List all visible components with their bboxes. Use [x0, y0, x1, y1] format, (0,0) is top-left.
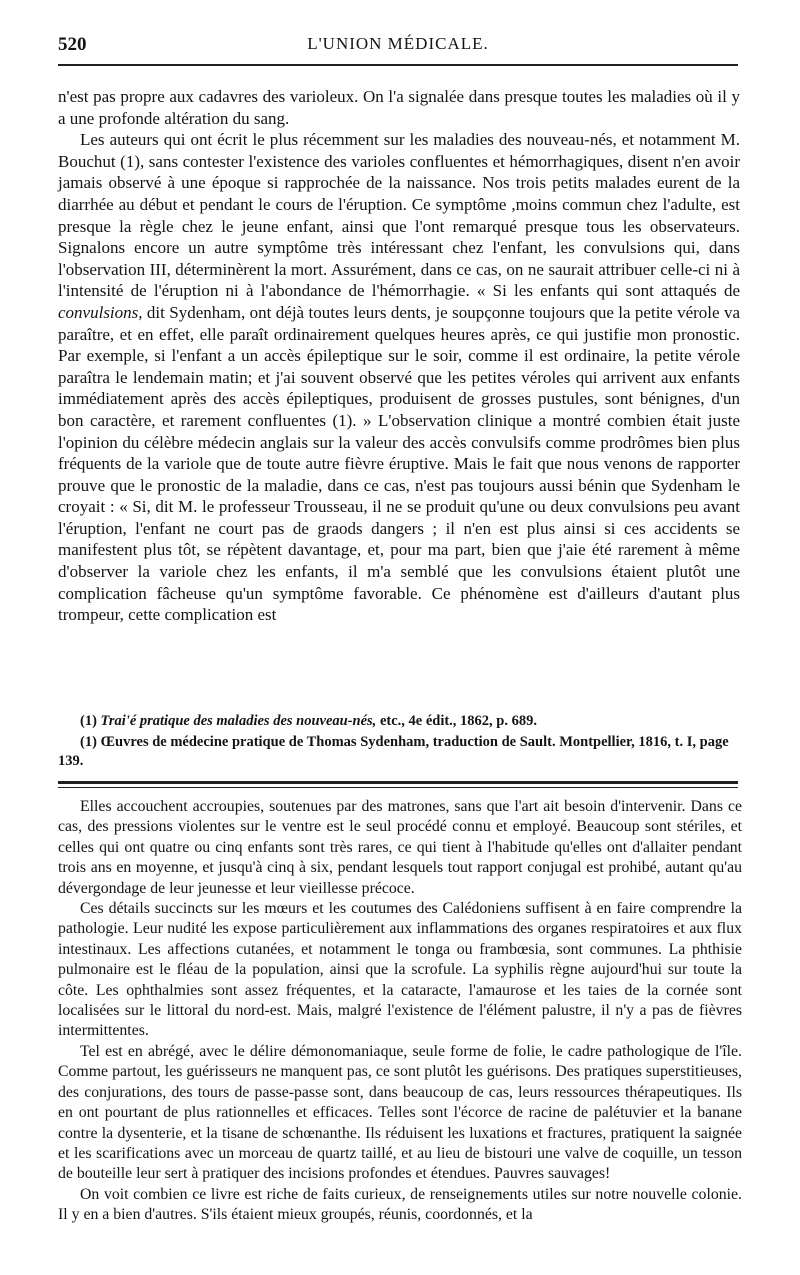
main-article	[58, 86, 740, 626]
main-paragraph-2-start: Les auteurs qui ont écrit le plus récemment sur les maladies des nouveau-nés, et notamment M. Bouchut (1), sans contester l'existence des varioles confluentes et hémorrhagiques, disent n'en avoir jamais observé à une époque si rapprochée de la naissance. Nos trois petits malades eurent de la diarrhée au début et pendant le cours de l'éruption. Ce symptôme ,moins commun chez l'adulte, est presque la règle chez le jeune enfant, ainsi que l'ont remarqué presque tous les observateurs. Signalons encore un autre symptôme très intéressant chez l'enfant, les convulsions qui, dans l'observation III, déterminèrent la mort. Assurément, dans ce cas, on ne saurait attribuer celle-ci ni à l'intensité de l'éruption ni à l'abondance de l'hémorrhagie. « Si les enfants qui sont attaqués de	[58, 130, 740, 301]
review-article	[58, 797, 742, 1226]
main-paragraph-2-emphasis: convulsions,	[58, 302, 143, 322]
footnote-1-rest: etc., 4e édit., 1862, p. 689.	[376, 713, 537, 729]
review-paragraph-1: Elles accouchent accroupies, soutenues par des matrones, sans que l'art ait besoin d'intervenir. Dans ce cas, des pressions violentes sur le ventre est le seul procédé connu et employé. Beaucoup sont stériles, et celles qui ont quatre ou cinq enfants sont très rares, ce qui tient à l'habitude qu'elles ont d'allaiter pendant trois ans en moyenne, et jusqu'à cinq à six, pendant lesquels tout rapport conjugal est prohibé, autant qu'au dévergondage de leur jeunesse et leur vieillesse précoce.	[58, 798, 742, 897]
footnote-1-title: Trai'é pratique des maladies des nouveau-nés,	[100, 713, 377, 729]
footnotes	[58, 712, 740, 773]
main-paragraph-2-rest: dit Sydenham, ont déjà toutes leurs dents, je soupçonne toujours que la petite vérole va paraître, et en effet, elle paraît ordinairement quelques heures après, ce qui justifie mon pronostic. Par exemple, si l'enfant a un accès épileptique sur le soir, comme il est ordinaire, la petite vérole paraîtra le lendemain matin; et j'ai souvent observé que les petites véroles qui arrivent aux enfants immédiatement après des accès épileptiques, produisent de grosses pustules, sont bénignes, d'un bon caractère, et rarement confluentes (1). » L'observation clinique a montré combien était juste l'opinion du célèbre médecin anglais sur la valeur des accès convulsifs comme prodrômes bien plus fréquents de la variole que de toute autre fièvre éruptive. Mais le fait que nous venons de rapporter prouve que le pronostic de la maladie, dans ce cas, n'est pas toujours aussi bénin que Sydenham le croyait : « Si, dit M. le professeur Trousseau, il ne se produit qu'une ou deux convulsions peu avant l'éruption, l'enfant ne court pas de graods dangers ; il n'en est plus ainsi si ces accidents se manifestent plus tôt, se répètent davantage, et, pour ma part, bien que j'aie été rarement à même d'observer la variole chez les enfants, il m'a semblé que les convulsions étaient plutôt une complication fâcheuse qu'un symptôme favorable. Ce phénomène est d'ailleurs d'autant plus trompeur, cette complication est	[58, 302, 740, 625]
section-rule-top	[58, 781, 738, 784]
review-paragraph-3: Tel est en abrégé, avec le délire démonomaniaque, seule forme de folie, le cadre pathologique de l'île. Comme partout, les guérisseurs ne manquent pas, ce sont plutôt les guérisons. Des pratiques superstitieuses, des conjurations, des tours de passe-passe sont, dans beaucoup de cas, leurs ressources thérapeutiques. Ils en ont pourtant de plus rationnelles et efficaces. Telles sont l'écorce de racine de palétuvier et la banane contre la dysenterie, et la tisane de schœnanthe. Ils réduisent les luxations et fractures, pratiquent la saignée et les scarifications avec un morceau de quartz taillé, et au lieu de bistouri une valve de coquille, un tesson de bouteille leur sert à pratiquer des incisions profondes et étendues. Pauvres sauvages!	[58, 1042, 742, 1183]
review-paragraph-2: Ces détails succincts sur les mœurs et les coutumes des Calédoniens suffisent à en faire comprendre la pathologie. Leur nudité les expose particulièrement aux inflammations des organes respiratoires et aux flux intestinaux. Les affections cutanées, et notamment le tonga ou frambœsia, sont communes. La phthisie pulmonaire est le fléau de la population, ainsi que la scrofule. La syphilis règne aujourd'hui sur toute la côte. Les ophthalmies sont assez fréquentes, et la cataracte, l'amaurose et les taies de la cornée sont localisées sur le littoral du nord-est. Mais, malgré l'existence de l'élément palustre, il n'y a pas de fièvres intermittentes.	[58, 900, 742, 1040]
footnote-1-mark: (1)	[80, 713, 101, 729]
section-rule-bottom	[58, 787, 738, 788]
page-header	[58, 34, 738, 58]
main-paragraph-1: n'est pas propre aux cadavres des varioleux. On l'a signalée dans presque toutes les maladies où il y a une profonde altération du sang.	[58, 87, 740, 128]
footnote-2: (1) Œuvres de médecine pratique de Thomas Sydenham, traduction de Sault. Montpellier, 1816, t. I, page 139.	[58, 734, 729, 769]
header-rule	[58, 64, 738, 66]
review-paragraph-4: On voit combien ce livre est riche de faits curieux, de renseignements utiles sur notre nouvelle colonie. Il y en a bien d'autres. S'ils étaient mieux groupés, réunis, coordonnés, et la	[58, 1185, 742, 1224]
footnote-1	[58, 712, 740, 731]
main-paragraph-2	[58, 129, 740, 626]
running-title: L'UNION MÉDICALE.	[307, 34, 489, 53]
page-number: 520	[58, 34, 87, 55]
